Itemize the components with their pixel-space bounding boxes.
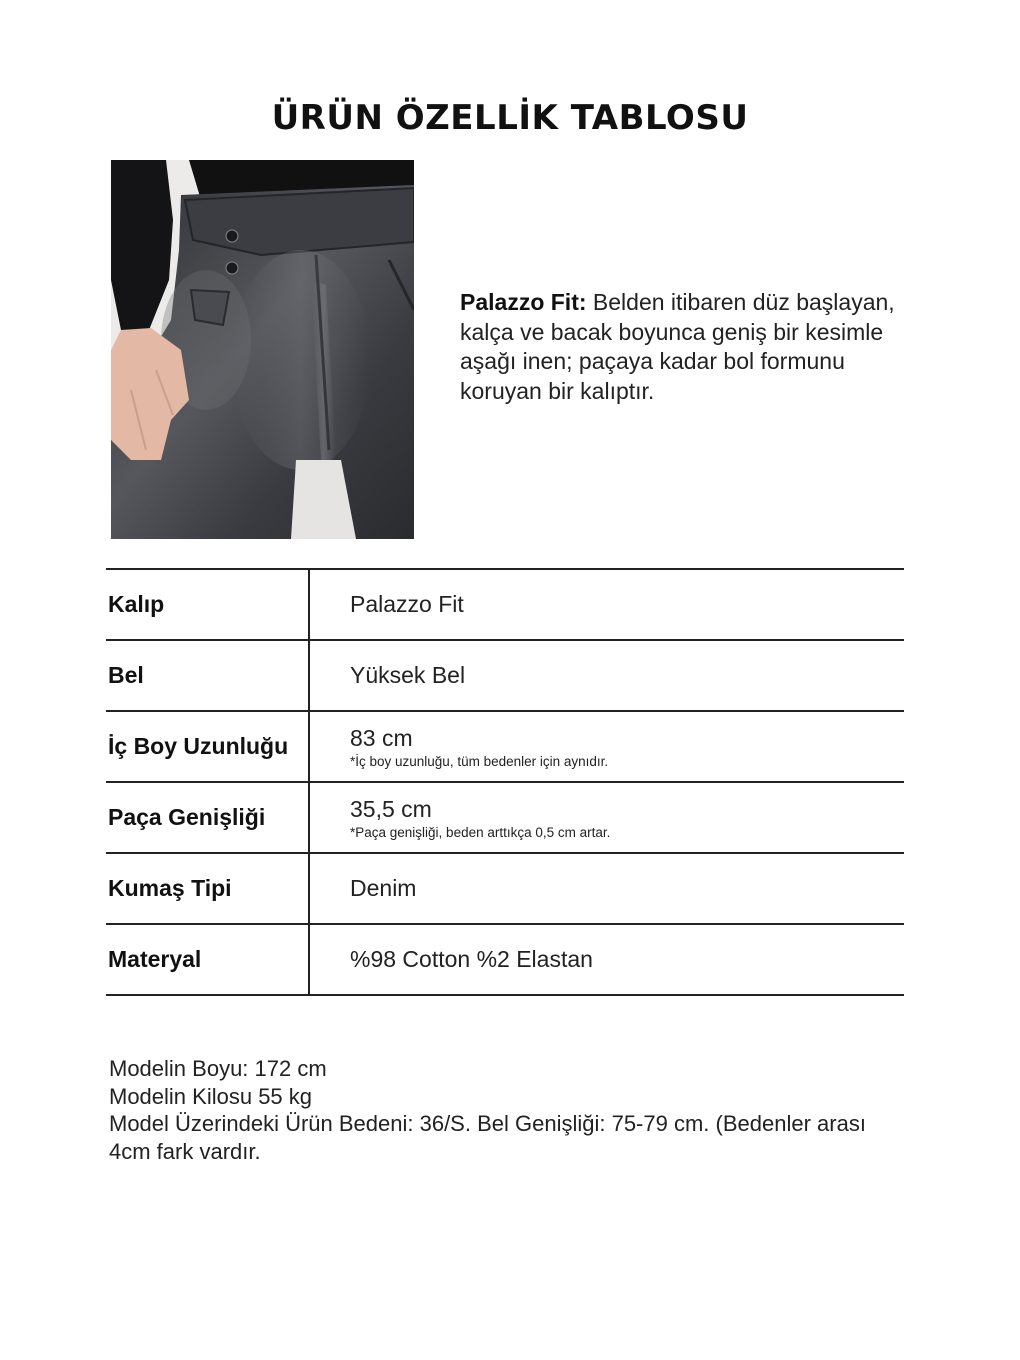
- spec-row: [106, 853, 904, 924]
- spec-row: [106, 711, 904, 782]
- spec-key: Materyal: [106, 924, 309, 995]
- spec-value: Denim: [350, 875, 417, 901]
- spec-value-cell: [309, 640, 904, 711]
- spec-key: Kumaş Tipi: [106, 853, 309, 924]
- spec-key: İç Boy Uzunluğu: [106, 711, 309, 782]
- spec-note: *Paça genişliği, beden arttıkça 0,5 cm artar.: [350, 824, 611, 840]
- spec-key: Bel: [106, 640, 309, 711]
- spec-value-cell: [309, 924, 904, 995]
- model-height: Modelin Boyu: 172 cm: [109, 1056, 327, 1081]
- spec-value: 83 cm: [350, 724, 413, 751]
- spec-value: 35,5 cm: [350, 795, 432, 822]
- spec-table: [106, 568, 904, 996]
- spec-value: Yüksek Bel: [350, 662, 466, 688]
- fit-description-label: Palazzo Fit:: [460, 289, 587, 315]
- spec-note: *İç boy uzunluğu, tüm bedenler için aynıdır.: [350, 753, 609, 769]
- spec-value-cell: [309, 782, 904, 853]
- product-photo: [111, 160, 414, 539]
- spec-row: [106, 782, 904, 853]
- spec-key: Paça Genişliği: [106, 782, 309, 853]
- model-info: [109, 1055, 899, 1165]
- page-title: ÜRÜN ÖZELLİK TABLOSU: [271, 98, 749, 138]
- spec-row: [106, 640, 904, 711]
- spec-value: %98 Cotton %2 Elastan: [350, 946, 593, 972]
- spec-value-cell: [309, 711, 904, 782]
- spec-value-cell: [309, 569, 904, 640]
- fit-description: [460, 288, 930, 406]
- spec-value-cell: [309, 853, 904, 924]
- jeans-image: [111, 160, 414, 539]
- spec-value: Palazzo Fit: [350, 591, 464, 617]
- model-size: Model Üzerindeki Ürün Bedeni: 36/S. Bel Genişliği: 75-79 cm. (Bedenler arası 4cm fark vardır.: [109, 1111, 866, 1164]
- fit-description-text: Belden itibaren düz başlayan, kalça ve bacak boyunca geniş bir kesimle aşağı inen; paçaya kadar bol formunu koruyan bir kalıptır.: [460, 289, 895, 404]
- spec-key: Kalıp: [106, 569, 309, 640]
- spec-row: [106, 569, 904, 640]
- spec-row: [106, 924, 904, 995]
- model-weight: Modelin Kilosu 55 kg: [109, 1083, 313, 1109]
